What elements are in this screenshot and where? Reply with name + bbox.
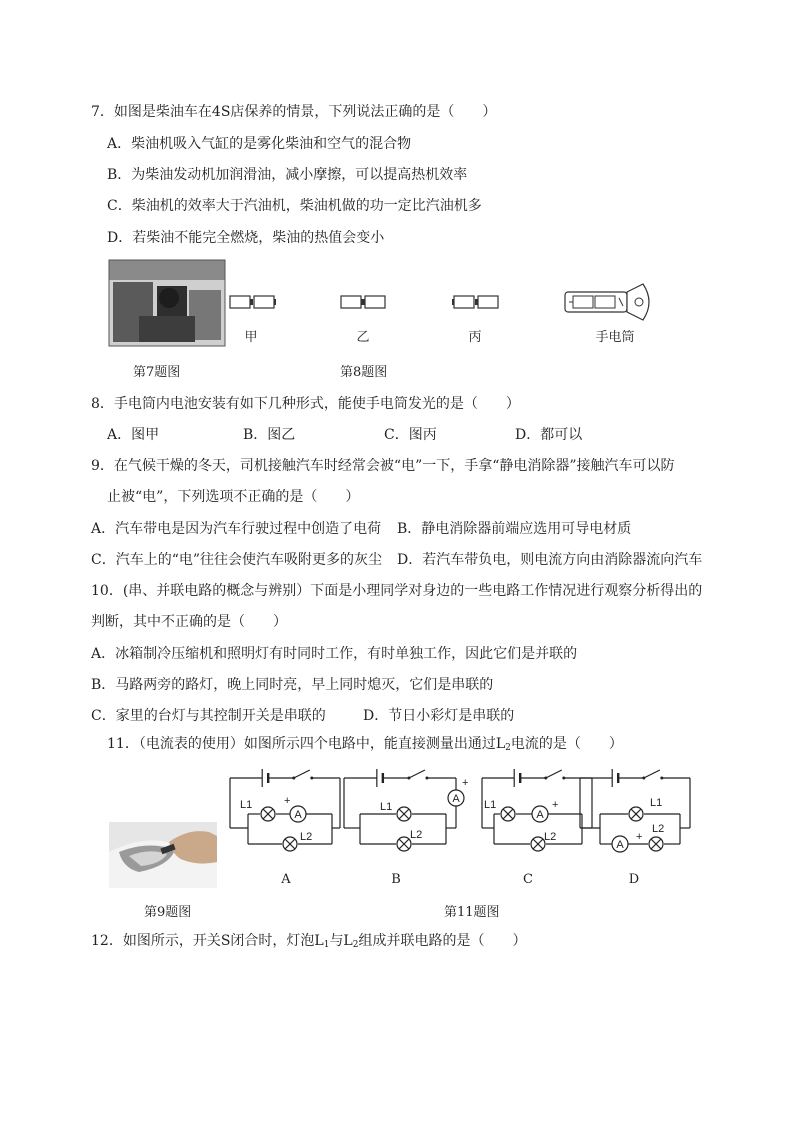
plus-sign: + (636, 831, 643, 843)
q9-stem-line1: 9．在气候干燥的冬天，司机接触汽车时经常会被“电”一下，手拿“静电消除器”接触汽车可以防 (91, 458, 675, 474)
switch-icon (409, 770, 425, 778)
circuit-label-c: C (523, 872, 533, 887)
q7-option-a: A．柴油机吸入气缸的是雾化柴油和空气的混合物 (107, 136, 412, 152)
label-l1: L1 (484, 799, 497, 811)
label-l1: L1 (240, 799, 253, 811)
circuit-label-a: A (281, 872, 291, 887)
q10-stem-line2: 判断，其中不正确的是（ ） (91, 614, 287, 630)
q11-circuits (220, 770, 700, 860)
circuit-label-d: D (628, 872, 640, 887)
plus-sign: + (284, 795, 291, 807)
plus-sign: + (552, 799, 559, 811)
q10-option-a: A．冰箱制冷压缩机和照明灯有时同时工作，有时单独工作，因此它们是并联的 (91, 646, 578, 662)
switch-icon (546, 770, 562, 778)
ammeter-symbol: A (452, 793, 460, 805)
label-yi: 乙 (356, 330, 370, 345)
q11-stem: 11．（电流表的使用）如图所示四个电路中，能直接测量出通过$L_2$电流的是（ ） (107, 736, 623, 753)
battery-arrangement-jia (228, 294, 276, 310)
caption-q9-figure: 第9题图 (144, 905, 192, 920)
q7-photo (109, 260, 225, 346)
label-l2: L2 (410, 829, 423, 841)
q8-option-b: B．图乙 (243, 427, 296, 443)
q9-photo (109, 822, 217, 888)
caption-q7-figure: 第7题图 (133, 365, 181, 380)
ammeter-symbol: A (536, 809, 544, 821)
q7-option-b: B．为柴油发动机加润滑油，减小摩擦，可以提高热机效率 (107, 167, 468, 183)
label-l2: L2 (300, 831, 313, 843)
label-l1: L1 (380, 801, 393, 813)
label-l1: L1 (650, 797, 663, 809)
label-flashlight: 手电筒 (595, 330, 635, 345)
q8-option-d: D．都可以 (515, 427, 583, 443)
label-jia: 甲 (244, 330, 258, 345)
q7-option-d: D．若柴油不能完全燃烧，柴油的热值会变小 (107, 230, 385, 246)
q8-stem: 8．手电筒内电池安装有如下几种形式，能使手电筒发光的是（ ） (91, 396, 520, 412)
label-l2: L2 (652, 823, 665, 835)
q10-option-d: D．节日小彩灯是串联的 (363, 708, 515, 724)
switch-icon (644, 770, 660, 778)
q9-option-a: A．汽车带电是因为汽车行驶过程中创造了电荷 (91, 521, 382, 537)
q8-option-c: C．图丙 (384, 427, 437, 443)
q9-option-c: C．汽车上的“电”往往会使汽车吸附更多的灰尘 (91, 552, 383, 568)
q10-option-c: C．家里的台灯与其控制开关是串联的 (91, 708, 326, 724)
q7-option-c: C．柴油机的效率大于汽油机，柴油机做的功一定比汽油机多 (107, 198, 482, 214)
circuit-label-b: B (391, 872, 401, 887)
ammeter-symbol: A (294, 809, 302, 821)
label-l2: L2 (544, 831, 557, 843)
plus-sign: + (462, 777, 469, 789)
flashlight-icon (563, 282, 658, 322)
q9-option-b: B．静电消除器前端应选用可导电材质 (397, 521, 632, 537)
q9-option-d: D．若汽车带负电，则电流方向由消除器流向汽车 (397, 552, 703, 568)
caption-q11-figure: 第11题图 (444, 905, 500, 920)
label-bing: 丙 (468, 330, 482, 345)
q7-stem: 7．如图是柴油车在4S店保养的情景，下列说法正确的是（ ） (91, 104, 497, 120)
switch-icon (294, 770, 310, 778)
q9-stem-line2: 止被“电”，下列选项不正确的是（ ） (107, 489, 360, 505)
q8-option-a: A．图甲 (107, 427, 160, 443)
q10-option-b: B．马路两旁的路灯，晚上同时亮，早上同时熄灭，它们是串联的 (91, 677, 494, 693)
ammeter-symbol: A (616, 839, 624, 851)
caption-q8-figure: 第8题图 (340, 365, 388, 380)
battery-arrangement-yi (339, 294, 387, 310)
battery-arrangement-bing (452, 294, 500, 310)
q12-stem: 12．如图所示，开关S闭合时，灯泡$L_1$与$L_2$组成并联电路的是（ ） (91, 933, 527, 950)
q10-stem-line1: 10．(串、并联电路的概念与辨别）下面是小理同学对身边的一些电路工作情况进行观察分析得出的 (91, 583, 703, 599)
